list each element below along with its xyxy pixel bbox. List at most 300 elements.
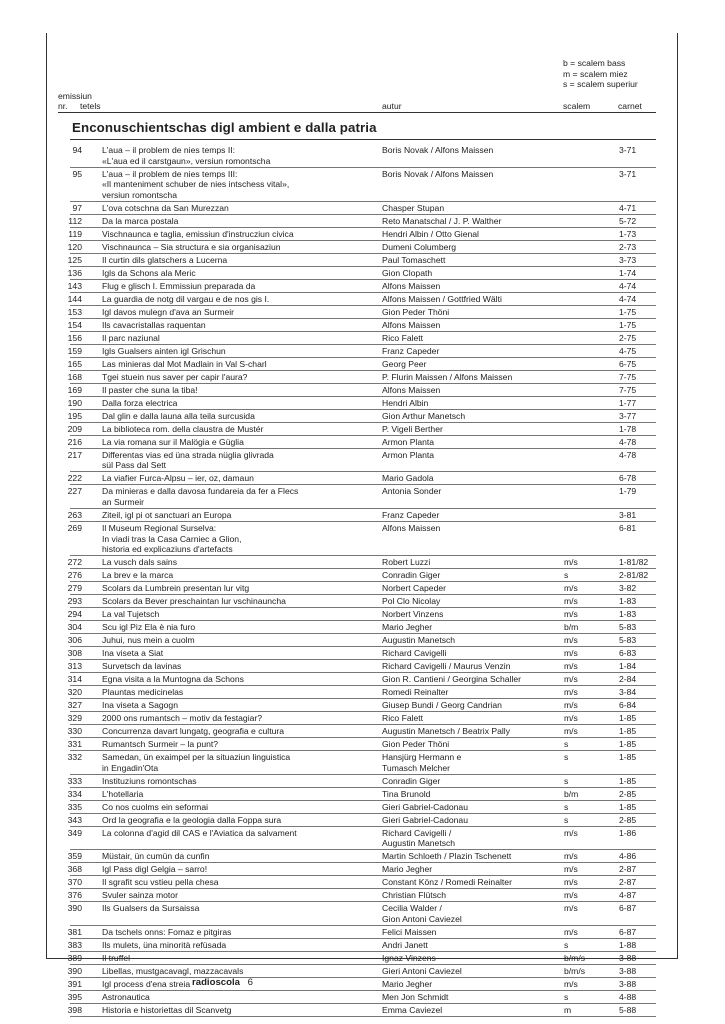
row-author-line: Augustin Manetsch / Beatrix Pally	[382, 726, 511, 737]
row-title-line: Vischnaunca – Sia structura e sia organisaziun	[102, 241, 281, 252]
row-carnet: 3-82	[619, 583, 637, 594]
row-author-line: Gion Clopath	[382, 267, 433, 278]
row-title-line: Historia e historiettas dil Scanvetg	[102, 1005, 232, 1015]
row-author-line: Antonia Sonder	[382, 486, 442, 497]
row-number: 112	[68, 215, 82, 226]
row-divider	[70, 383, 656, 384]
row-number: 119	[68, 228, 82, 239]
row-number: 279	[67, 583, 82, 594]
row-carnet: 5-83	[619, 635, 637, 646]
row-divider	[70, 167, 656, 168]
row-divider	[70, 672, 656, 673]
row-scalem: m/s	[564, 687, 578, 698]
row-divider	[70, 646, 656, 647]
row-scalem: m/s	[564, 674, 578, 685]
row-number: 159	[67, 345, 82, 356]
row-author-line: Georg Peer	[382, 358, 427, 369]
row-number: 381	[67, 927, 82, 937]
row-scalem: m/s	[564, 648, 578, 659]
header-tetels: tetels	[80, 101, 101, 111]
row-number: 390	[67, 966, 82, 976]
row-carnet: 2-84	[619, 674, 637, 685]
row-author-line: Gion Peder Thöni	[382, 306, 450, 317]
row-carnet: 1-74	[619, 267, 637, 278]
row-divider	[70, 659, 656, 660]
row-carnet: 6-87	[619, 927, 637, 937]
row-title-line: La biblioteca rom. della claustra de Mustér	[102, 423, 264, 434]
row-divider	[70, 370, 656, 371]
row-carnet: 4-87	[619, 890, 637, 901]
row-carnet: 4-78	[619, 449, 637, 460]
row-title-line: La brev e la marca	[102, 570, 174, 581]
row-carnet: 2-73	[619, 241, 637, 252]
row-author-line: Richard Cavigelli /	[382, 827, 452, 838]
row-title-line: Tgei stuein nus saver per capir l'aura?	[102, 371, 248, 382]
row-scalem: m/s	[564, 661, 578, 672]
row-author-line: Mario Jegher	[382, 979, 433, 989]
row-scalem: s	[564, 752, 569, 763]
row-author-line: Gieri Gabriel-Cadonau	[382, 801, 468, 812]
row-divider	[70, 594, 656, 595]
row-number: 222	[67, 473, 82, 484]
row-divider	[70, 862, 656, 863]
row-title-line: Igl process d'ena streia	[102, 979, 191, 989]
row-divider	[70, 925, 656, 926]
row-title-line: La colonna d'agid dil CAS e l'Aviatica da salvament	[102, 827, 297, 838]
row-divider	[70, 826, 656, 827]
row-author-line: Chasper Stupan	[382, 202, 445, 213]
row-divider	[70, 787, 656, 788]
row-title-line: Il curtin dils glatschers a Lucerna	[102, 254, 228, 265]
row-divider	[70, 888, 656, 889]
row-scalem: s	[564, 570, 569, 581]
row-number: 329	[67, 713, 82, 724]
header-nr: nr.	[58, 101, 68, 111]
row-author-line: Tina Brunold	[382, 788, 431, 799]
row-author-line: Gieri Gabriel-Cadonau	[382, 814, 468, 825]
row-number: 359	[67, 851, 82, 862]
row-number: 390	[67, 903, 82, 914]
row-carnet: 3-73	[619, 254, 637, 265]
row-scalem: m/s	[564, 903, 578, 914]
row-carnet: 1-75	[619, 306, 637, 317]
row-carnet: 4-78	[619, 436, 637, 447]
row-carnet: 7-75	[619, 371, 637, 382]
row-author-line: Paul Tomaschett	[382, 254, 446, 265]
row-number: 294	[67, 609, 82, 620]
row-carnet: 1-85	[619, 752, 637, 763]
row-carnet: 2-87	[619, 877, 637, 888]
row-carnet: 3-88	[619, 979, 637, 989]
row-author-line: Boris Novak / Alfons Maissen	[382, 145, 494, 155]
row-author-line: Giusep Bundi / Georg Candrian	[382, 700, 502, 711]
row-number: 314	[67, 674, 82, 685]
row-number: 383	[67, 940, 82, 950]
row-divider	[70, 344, 656, 345]
row-author-line: Alfons Maissen	[382, 280, 441, 291]
row-author-line: Cecilia Walder /	[382, 903, 442, 914]
row-title-line: in Engadin'Ota	[102, 762, 159, 773]
row-divider	[70, 240, 656, 241]
row-author-line: Felici Maissen	[382, 927, 437, 937]
row-author-line: Hendri Albin / Otto Gienal	[382, 228, 479, 239]
row-author-line: Men Jon Schmidt	[382, 992, 449, 1002]
row-number: 263	[67, 510, 82, 520]
row-divider	[70, 396, 656, 397]
row-title-line: Scolars da Lumbrein presentan lur vitg	[102, 583, 250, 594]
row-carnet: 6-87	[619, 903, 637, 914]
row-carnet: 1-84	[619, 661, 637, 672]
row-number: 190	[67, 397, 82, 408]
row-carnet: 1-75	[619, 319, 637, 330]
row-number: 95	[72, 168, 82, 179]
row-carnet: 4-71	[619, 202, 637, 213]
row-scalem: s	[564, 940, 569, 950]
row-carnet: 1-81/82	[619, 557, 649, 568]
row-number: 306	[67, 635, 82, 646]
row-title-line: Da minieras e dalla davosa fundareia da fer a Flecs	[102, 486, 299, 497]
row-title-line: L'ova cotschna da San Murezzan	[102, 202, 229, 213]
row-carnet: 1-86	[619, 827, 637, 838]
row-title-line: Ziteil, igl pi ot sanctuari an Europa	[102, 510, 232, 520]
row-divider	[70, 568, 656, 569]
row-divider	[70, 813, 656, 814]
row-title-line: Müstair, ün cumün da cunfin	[102, 851, 210, 862]
row-author-line: Constant Könz / Romedi Reinalter	[382, 877, 512, 888]
header-autur: autur	[382, 101, 402, 111]
row-title-line: Da tschels onns: Fomaz e pitgiras	[102, 927, 232, 937]
row-scalem: s	[564, 801, 569, 812]
row-number: 376	[67, 890, 82, 901]
row-divider	[70, 977, 656, 978]
row-author-line: Robert Luzzi	[382, 557, 431, 568]
row-author-line: Armon Planta	[382, 449, 435, 460]
row-divider	[70, 435, 656, 436]
row-number: 165	[67, 358, 82, 369]
row-carnet: 1-85	[619, 775, 637, 786]
row-carnet: 3-71	[619, 168, 637, 179]
row-divider	[70, 698, 656, 699]
row-author-line: Alfons Maissen	[382, 384, 441, 395]
row-title-line: Instituziuns romontschas	[102, 775, 197, 786]
row-title-line: Igl davos mulegn d'ava an Surmeir	[102, 306, 235, 317]
row-title-line: Survetsch da lavinas	[102, 661, 182, 672]
row-title-line: Il truffel	[102, 953, 131, 963]
row-number: 368	[67, 864, 82, 875]
row-number: 293	[67, 596, 82, 607]
row-title-line: La val Tujetsch	[102, 609, 160, 620]
row-divider	[70, 318, 656, 319]
row-carnet: 3-81	[619, 510, 637, 520]
row-title-line: Ord la geografia e la geologia dalla Foppa sura	[102, 814, 282, 825]
row-title-line: Plauntas medicinelas	[102, 687, 184, 698]
row-author-line: Armon Planta	[382, 436, 435, 447]
row-title-line: La viafier Furca-Alpsu – ier, oz, damaun	[102, 473, 254, 484]
row-title-line: Las minieras dal Mot Madlain in Val S-charl	[102, 358, 267, 369]
row-divider	[70, 620, 656, 621]
row-divider	[70, 279, 656, 280]
row-number: 370	[67, 877, 82, 888]
row-title-line: Igls Gualsers ainten igl Grischun	[102, 345, 226, 356]
row-title-line: sül Pass dal Sett	[102, 460, 167, 471]
row-title-line: Samedan, ün exaimpel per la situaziun linguistica	[102, 752, 291, 763]
row-title-line: La guardia de notg dil vargau e de nos gis I.	[102, 293, 270, 304]
row-carnet: 2-85	[619, 788, 637, 799]
row-title-line: Ils cavacristallas raquentan	[102, 319, 206, 330]
row-scalem: m/s	[564, 596, 578, 607]
row-divider	[70, 292, 656, 293]
legend-line: s = scalem superiur	[563, 79, 638, 90]
row-title-line: an Surmeir	[102, 496, 145, 507]
row-number: 154	[67, 319, 82, 330]
row-scalem: b/m/s	[564, 953, 586, 963]
row-divider	[70, 938, 656, 939]
row-divider	[70, 357, 656, 358]
row-author-line: Augustin Manetsch	[382, 838, 456, 849]
row-scalem: m/s	[564, 609, 578, 620]
row-number: 272	[67, 557, 82, 568]
row-number: 125	[67, 254, 82, 265]
row-scalem: b/m/s	[564, 966, 586, 976]
row-divider	[70, 484, 656, 485]
footer-page-number: 6	[247, 977, 254, 988]
row-divider	[70, 849, 656, 850]
row-number: 120	[67, 241, 82, 252]
row-author-line: Gion Antoni Caviezel	[382, 913, 462, 924]
row-author-line: Gion Peder Thöni	[382, 739, 450, 750]
row-divider	[70, 964, 656, 965]
row-author-line: Hendri Albin	[382, 397, 429, 408]
row-divider	[70, 422, 656, 423]
row-author-line: Rico Falett	[382, 713, 424, 724]
row-author-line: Alfons Maissen / Gottfried Wälti	[382, 293, 502, 304]
row-number: 169	[67, 384, 82, 395]
row-author-line: Richard Cavigelli	[382, 648, 447, 659]
row-scalem: b/m	[564, 622, 579, 633]
row-divider	[70, 581, 656, 582]
row-title-line: Differentas vias ed üna strada nüglia glivrada	[102, 449, 274, 460]
row-number: 333	[67, 775, 82, 786]
row-scalem: m/s	[564, 726, 578, 737]
row-carnet: 6-84	[619, 700, 637, 711]
row-title-line: Ina viseta a Siat	[102, 648, 164, 659]
row-number: 156	[67, 332, 82, 343]
row-number: 349	[67, 827, 82, 838]
row-title-line: L'hotellaria	[102, 788, 144, 799]
row-author-line: Mario Jegher	[382, 622, 433, 633]
row-number: 153	[67, 306, 82, 317]
row-title-line: Il parc naziunal	[102, 332, 160, 343]
row-author-line: Mario Jegher	[382, 864, 433, 875]
row-number: 144	[67, 293, 82, 304]
row-title-line: Astronautica	[102, 992, 150, 1002]
row-scalem: m/s	[564, 864, 578, 875]
row-scalem: m/s	[564, 851, 578, 862]
row-title-line: Libellas, mustgacavagl, mazzacavals	[102, 966, 244, 976]
row-title-line: historia ed explicaziuns d'artefacts	[102, 544, 233, 555]
scalem-legend	[563, 58, 638, 90]
row-title-line: In viadi tras la Casa Carniec a Glion,	[102, 533, 242, 544]
header-scalem: scalem	[563, 101, 591, 111]
row-scalem: m/s	[564, 927, 578, 937]
header-emissiun: emissiun	[58, 91, 92, 101]
row-author-line: Andri Janett	[382, 940, 428, 950]
row-title-line: Dal glin e dalla launa alla teila surcusida	[102, 410, 255, 421]
row-divider	[70, 951, 656, 952]
row-carnet: 6-81	[619, 523, 637, 533]
row-carnet: 6-78	[619, 473, 637, 484]
row-divider	[70, 253, 656, 254]
row-scalem: m/s	[564, 557, 578, 568]
row-scalem: s	[564, 775, 569, 786]
row-number: 395	[67, 992, 82, 1002]
row-author-line: Norbert Capeder	[382, 583, 447, 594]
row-title-line: Juhui, nus mein a cuolm	[102, 635, 195, 646]
row-scalem: m/s	[564, 583, 578, 594]
row-carnet: 1-78	[619, 423, 637, 434]
row-author-line: Alfons Maissen	[382, 319, 441, 330]
row-number: 335	[67, 801, 82, 812]
row-scalem: m/s	[564, 877, 578, 888]
row-title-line: Rumantsch Surmeir – la punt?	[102, 739, 219, 750]
row-carnet: 1-83	[619, 596, 637, 607]
row-number: 276	[67, 570, 82, 581]
row-number: 136	[67, 267, 82, 278]
row-title-line: Il paster che suna la tiba!	[102, 384, 198, 395]
row-carnet: 1-79	[619, 486, 637, 497]
row-carnet: 3-77	[619, 410, 637, 421]
header-carnet: carnet	[618, 101, 642, 111]
row-divider	[70, 1016, 656, 1017]
row-number: 320	[67, 687, 82, 698]
row-author-line: Conradin Giger	[382, 775, 441, 786]
row-number: 334	[67, 788, 82, 799]
row-title-line: Egna visita a la Muntogna da Schons	[102, 674, 244, 685]
row-carnet: 1-85	[619, 726, 637, 737]
row-title-line: Ina viseta a Sagogn	[102, 700, 178, 711]
row-divider	[70, 990, 656, 991]
row-carnet: 3-84	[619, 687, 637, 698]
row-scalem: m/s	[564, 979, 578, 989]
row-carnet: 1-85	[619, 713, 637, 724]
row-carnet: 5-83	[619, 622, 637, 633]
row-author-line: Gion Arthur Manetsch	[382, 410, 466, 421]
section-title: Enconuschientschas digl ambient e dalla patria	[72, 120, 377, 135]
row-title-line: La via romana sur il Malögia e Güglia	[102, 436, 244, 447]
section-rule	[70, 139, 656, 140]
row-divider	[70, 471, 656, 472]
row-carnet: 3-71	[619, 145, 637, 155]
row-scalem: m/s	[564, 827, 578, 838]
row-author-line: Franz Capeder	[382, 345, 440, 356]
row-number: 330	[67, 726, 82, 737]
row-title-line: Igl Pass digl Gelgia – sarro!	[102, 864, 208, 875]
row-divider	[70, 227, 656, 228]
row-divider	[70, 901, 656, 902]
row-divider	[70, 607, 656, 608]
row-carnet: 3-88	[619, 953, 637, 963]
row-author-line: Conradin Giger	[382, 570, 441, 581]
row-author-line: Emma Caviezel	[382, 1005, 443, 1015]
row-author-line: Norbert Vinzens	[382, 609, 444, 620]
row-title-line: «Il manteniment schuber de nies intschess vital»,	[102, 179, 290, 190]
row-number: 217	[67, 449, 82, 460]
row-author-line: Boris Novak / Alfons Maissen	[382, 168, 494, 179]
row-number: 391	[67, 979, 82, 989]
row-number: 332	[67, 752, 82, 763]
row-divider	[70, 724, 656, 725]
row-number: 227	[67, 486, 82, 497]
legend-line: b = scalem bass	[563, 58, 626, 68]
row-title-line: Da la marca postala	[102, 215, 179, 226]
row-divider	[70, 555, 656, 556]
row-carnet: 2-85	[619, 814, 637, 825]
row-number: 327	[67, 700, 82, 711]
row-divider	[70, 448, 656, 449]
row-carnet: 1-77	[619, 397, 637, 408]
row-number: 343	[67, 814, 82, 825]
row-carnet: 2-87	[619, 864, 637, 875]
row-author-line: Hansjürg Hermann e	[382, 752, 462, 763]
row-number: 398	[67, 1005, 82, 1015]
row-carnet: 5-88	[619, 1005, 637, 1015]
row-number: 209	[67, 423, 82, 434]
row-divider	[70, 409, 656, 410]
row-carnet: 3-88	[619, 966, 637, 976]
row-title-line: Ils Gualsers da Sursaissa	[102, 903, 200, 914]
row-number: 304	[67, 622, 82, 633]
row-author-line: Reto Manatschal / J. P. Walther	[382, 215, 502, 226]
legend-line: m = scalem miez	[563, 68, 628, 79]
row-number: 269	[67, 523, 82, 533]
row-title-line: Ils mulets, üna minorità refüsada	[102, 940, 227, 950]
row-title-line: 2000 ons rumantsch – motiv da festagiar?	[102, 713, 263, 724]
row-author-line: Dumeni Columberg	[382, 241, 457, 252]
row-carnet: 4-75	[619, 345, 637, 356]
row-scalem: m/s	[564, 713, 578, 724]
row-divider	[70, 214, 656, 215]
row-scalem: m/s	[564, 700, 578, 711]
row-divider	[70, 266, 656, 267]
row-author-line: Romedi Reinalter	[382, 687, 449, 698]
row-scalem: m/s	[564, 635, 578, 646]
row-carnet: 4-74	[619, 293, 637, 304]
row-author-line: Tumasch Melcher	[382, 762, 450, 773]
row-carnet: 1-88	[619, 940, 637, 950]
row-title-line: Il sgrafit scu vstieu pella chesa	[102, 877, 219, 888]
row-author-line: Mario Gadola	[382, 473, 434, 484]
row-divider	[70, 737, 656, 738]
row-scalem: m/s	[564, 890, 578, 901]
row-divider	[70, 685, 656, 686]
row-divider	[70, 521, 656, 522]
row-divider	[70, 305, 656, 306]
row-carnet: 5-72	[619, 215, 637, 226]
row-title-line: L'aua – il problem de nies temps II:	[102, 145, 236, 155]
row-author-line: Alfons Maissen	[382, 523, 441, 533]
row-carnet: 7-75	[619, 384, 637, 395]
row-divider	[70, 711, 656, 712]
row-title-line: Svuler sainza motor	[102, 890, 178, 901]
row-author-line: P. Flurin Maissen / Alfons Maissen	[382, 371, 513, 382]
header-rule	[58, 112, 656, 113]
row-carnet: 4-74	[619, 280, 637, 291]
row-divider	[70, 875, 656, 876]
row-author-line: Pol Clo Nicolay	[382, 596, 441, 607]
row-divider	[70, 750, 656, 751]
row-carnet: 1-73	[619, 228, 637, 239]
row-title-line: Flug e glisch I. Emmissiun preparada da	[102, 280, 256, 291]
